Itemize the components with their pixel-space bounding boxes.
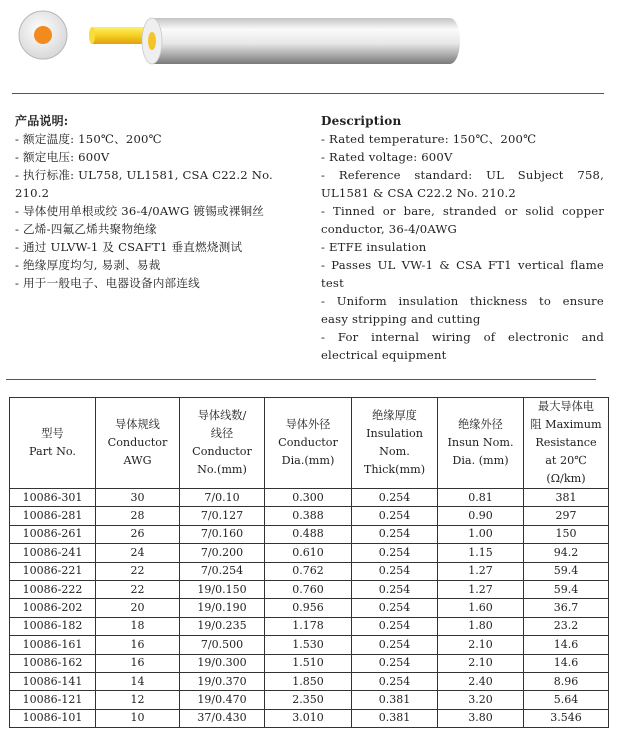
table-cell: 20	[96, 599, 180, 617]
table-cell: 10086-141	[10, 672, 96, 690]
description-english-line: conductor, 36-4/0AWG	[321, 222, 458, 236]
table-row	[10, 709, 609, 727]
description-chinese-line: - 执行标准: UL758, UL1581, CSA C22.2 No.	[15, 168, 273, 182]
table-row	[10, 544, 609, 562]
table-cell: 3.546	[524, 709, 609, 727]
table-row	[10, 562, 609, 580]
table-cell: 1.27	[438, 562, 524, 580]
wire-illustration	[12, 6, 467, 66]
table-cell: 0.488	[265, 525, 352, 543]
table-cell: 1.510	[265, 654, 352, 672]
table-cell: 7/0.500	[180, 636, 265, 654]
column-header-line: 最大导体电	[538, 400, 594, 413]
column-header-line: 导体外径	[285, 418, 331, 431]
table-cell: 3.80	[438, 709, 524, 727]
table-row	[10, 580, 609, 598]
table-cell: 0.90	[438, 507, 524, 525]
table-cell: 28	[96, 507, 180, 525]
table-cell: 2.10	[438, 636, 524, 654]
table-cell: 0.610	[265, 544, 352, 562]
column-header-line: 线径	[210, 427, 234, 440]
table-cell: 5.64	[524, 691, 609, 709]
table-cell: 22	[96, 562, 180, 580]
table-row	[10, 599, 609, 617]
column-header-line: 导体规线	[115, 418, 160, 431]
table-row	[10, 654, 609, 672]
table-cell: 150	[524, 525, 609, 543]
column-header-line: Resistance	[535, 436, 597, 449]
table-cell: 23.2	[524, 617, 609, 635]
column-header-line: Conductor	[192, 445, 252, 458]
table-cell: 0.381	[352, 691, 438, 709]
table-cell: 18	[96, 617, 180, 635]
table-cell: 0.254	[352, 562, 438, 580]
table-cell: 0.300	[265, 489, 352, 507]
column-header-line: Dia. (mm)	[452, 454, 509, 467]
table-cell: 1.60	[438, 599, 524, 617]
column-header-line: Conductor	[278, 436, 338, 449]
table-cell: 24	[96, 544, 180, 562]
table-cell: 0.956	[265, 599, 352, 617]
table-cell: 10086-121	[10, 691, 96, 709]
description-english	[321, 112, 604, 364]
table-cell: 1.178	[265, 617, 352, 635]
table-cell: 1.530	[265, 636, 352, 654]
table-row	[10, 507, 609, 525]
table-cell: 0.254	[352, 544, 438, 562]
table-row	[10, 636, 609, 654]
description-english-line: test	[321, 276, 344, 290]
column-header-line: AWG	[123, 454, 152, 467]
top-divider	[12, 93, 604, 94]
description-chinese-line: - 用于一般电子、电器设备内部连线	[15, 276, 200, 290]
column-header	[265, 398, 352, 489]
table-cell: 381	[524, 489, 609, 507]
description-english-line: UL1581 & CSA C22.2 No. 210.2	[321, 186, 516, 200]
column-header-line: Insulation	[366, 427, 423, 440]
table-row	[10, 617, 609, 635]
table-cell: 26	[96, 525, 180, 543]
table-cell: 0.254	[352, 636, 438, 654]
table-cell: 0.388	[265, 507, 352, 525]
table-cell: 10086-301	[10, 489, 96, 507]
description-chinese-line: - 额定温度: 150℃、200℃	[15, 132, 162, 146]
table-cell: 1.00	[438, 525, 524, 543]
column-header-line: (Ω/km)	[546, 472, 586, 485]
table-cell: 3.010	[265, 709, 352, 727]
column-header	[10, 398, 96, 489]
table-cell: 30	[96, 489, 180, 507]
table-cell: 0.254	[352, 617, 438, 635]
column-header	[438, 398, 524, 489]
table-cell: 7/0.254	[180, 562, 265, 580]
table-cell: 19/0.300	[180, 654, 265, 672]
column-header-line: No.(mm)	[197, 463, 247, 476]
wire-side-view-icon	[89, 18, 460, 64]
table-cell: 10086-202	[10, 599, 96, 617]
table-cell: 10086-162	[10, 654, 96, 672]
column-header	[524, 398, 609, 489]
column-header-line: 绝缘厚度	[372, 409, 417, 422]
table-cell: 1.27	[438, 580, 524, 598]
table-cell: 22	[96, 580, 180, 598]
table-cell: 0.254	[352, 599, 438, 617]
column-header-line: Insun Nom.	[447, 436, 514, 449]
table-cell: 2.10	[438, 654, 524, 672]
table-cell: 10086-101	[10, 709, 96, 727]
description-english-title: Description	[321, 114, 402, 128]
table-cell: 59.4	[524, 580, 609, 598]
description-english-line: easy stripping and cutting	[321, 312, 481, 326]
table-cell: 0.762	[265, 562, 352, 580]
column-header-line: Part No.	[29, 445, 76, 458]
table-cell: 10086-222	[10, 580, 96, 598]
table-cell: 14.6	[524, 654, 609, 672]
column-header-line: Nom.	[379, 445, 410, 458]
table-cell: 36.7	[524, 599, 609, 617]
description-english-line: - Passes UL VW-1 & CSA FT1 vertical flame	[321, 258, 604, 272]
table-cell: 1.850	[265, 672, 352, 690]
table-row	[10, 691, 609, 709]
spec-table	[9, 397, 609, 728]
table-cell: 14.6	[524, 636, 609, 654]
table-cell: 19/0.190	[180, 599, 265, 617]
description-chinese-line: - 通过 ULVW-1 及 CSAFT1 垂直燃烧测试	[15, 240, 243, 254]
table-cell: 37/0.430	[180, 709, 265, 727]
table-cell: 16	[96, 654, 180, 672]
column-header-line: at 20℃	[545, 454, 587, 467]
table-cell: 0.381	[352, 709, 438, 727]
description-chinese-line: - 导体使用单根或绞 36-4/0AWG 镀锡或裸铜丝	[15, 204, 265, 218]
spec-table-header-row	[10, 398, 609, 489]
table-cell: 7/0.200	[180, 544, 265, 562]
table-cell: 59.4	[524, 562, 609, 580]
table-row	[10, 489, 609, 507]
table-cell: 10086-241	[10, 544, 96, 562]
description-chinese	[15, 112, 305, 292]
table-cell: 0.760	[265, 580, 352, 598]
table-cell: 1.80	[438, 617, 524, 635]
column-header-line: Conductor	[107, 436, 168, 449]
description-english-line: - Uniform insulation thickness to ensure	[321, 294, 604, 308]
description-english-line: - ETFE insulation	[321, 240, 427, 254]
table-cell: 0.254	[352, 489, 438, 507]
table-cell: 0.254	[352, 654, 438, 672]
description-chinese-line: - 绝缘厚度均匀, 易剥、易裁	[15, 258, 161, 272]
table-cell: 0.81	[438, 489, 524, 507]
column-header-line: 绝缘外径	[458, 418, 503, 431]
table-cell: 10	[96, 709, 180, 727]
table-row	[10, 672, 609, 690]
description-chinese-line: - 额定电压: 600V	[15, 150, 110, 164]
table-cell: 2.40	[438, 672, 524, 690]
table-cell: 10086-161	[10, 636, 96, 654]
table-cell: 10086-182	[10, 617, 96, 635]
table-cell: 297	[524, 507, 609, 525]
table-cell: 7/0.160	[180, 525, 265, 543]
table-cell: 19/0.370	[180, 672, 265, 690]
table-cell: 0.254	[352, 507, 438, 525]
description-english-line: - Rated voltage: 600V	[321, 150, 453, 164]
description-english-line: - Rated temperature: 150℃、200℃	[321, 132, 537, 146]
table-cell: 10086-221	[10, 562, 96, 580]
table-cell: 0.254	[352, 580, 438, 598]
middle-divider	[6, 379, 596, 380]
table-cell: 2.350	[265, 691, 352, 709]
table-cell: 7/0.10	[180, 489, 265, 507]
table-row	[10, 525, 609, 543]
table-cell: 16	[96, 636, 180, 654]
description-chinese-title: 产品说明:	[15, 114, 69, 128]
column-header-line: 导体线数/	[197, 409, 247, 422]
table-cell: 19/0.235	[180, 617, 265, 635]
description-english-line: - Reference standard: UL Subject 758,	[321, 168, 604, 182]
table-cell: 94.2	[524, 544, 609, 562]
column-header-line: 型号	[41, 427, 64, 440]
table-cell: 7/0.127	[180, 507, 265, 525]
column-header	[180, 398, 265, 489]
column-header-line: 阻 Maximum	[530, 418, 602, 431]
table-cell: 8.96	[524, 672, 609, 690]
table-cell: 19/0.150	[180, 580, 265, 598]
description-english-line: - Tinned or bare, stranded or solid copper	[321, 204, 604, 218]
column-header	[352, 398, 438, 489]
table-cell: 0.254	[352, 672, 438, 690]
table-cell: 10086-281	[10, 507, 96, 525]
wire-cross-section-icon	[19, 11, 67, 59]
description-english-line: - For internal wiring of electronic and	[321, 330, 604, 344]
column-header-line: Dia.(mm)	[281, 454, 335, 467]
table-cell: 19/0.470	[180, 691, 265, 709]
description-english-line: electrical equipment	[321, 348, 447, 362]
table-cell: 3.20	[438, 691, 524, 709]
table-cell: 12	[96, 691, 180, 709]
column-header-line: Thick(mm)	[363, 463, 426, 476]
table-cell: 0.254	[352, 525, 438, 543]
description-chinese-line: 210.2	[15, 186, 50, 200]
table-cell: 1.15	[438, 544, 524, 562]
description-chinese-line: - 乙烯-四氟乙烯共聚物绝缘	[15, 222, 157, 236]
table-cell: 10086-261	[10, 525, 96, 543]
table-cell: 14	[96, 672, 180, 690]
column-header	[96, 398, 180, 489]
